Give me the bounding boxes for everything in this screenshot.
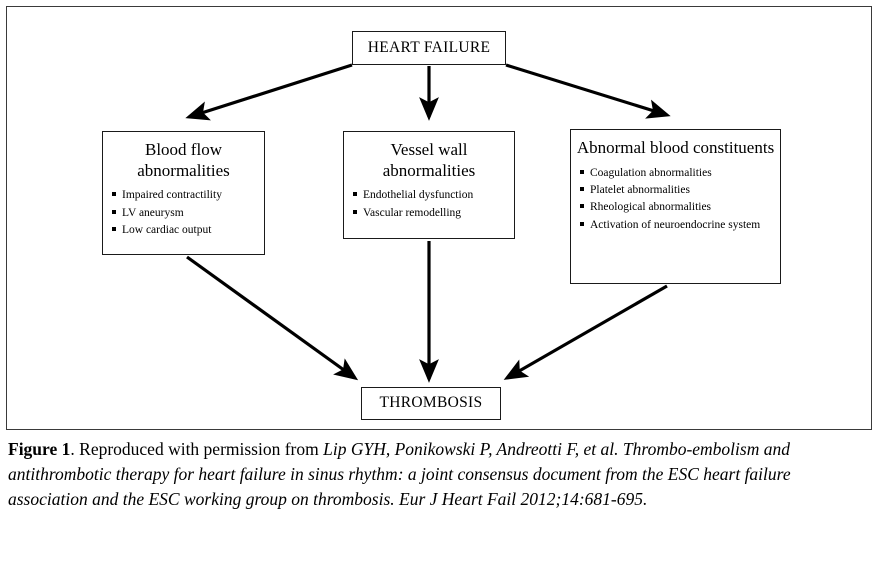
- node-abnormal-blood-bullets: [571, 165, 780, 233]
- list-item: Vascular remodelling: [352, 205, 508, 221]
- edge-blood-flow-to-thrombosis: [187, 257, 355, 378]
- caption-authors: Lip GYH, Ponikowski P, Andreotti F, et al.: [323, 439, 619, 459]
- list-item: Endothelial dysfunction: [352, 187, 508, 203]
- node-heart-failure-title: HEART FAILURE: [367, 38, 491, 56]
- list-item: Coagulation abnormalities: [579, 165, 774, 181]
- node-blood-flow-title: Blood flow abnormalities: [137, 140, 230, 180]
- caption-intro-text: . Reproduced with permission from: [70, 439, 324, 459]
- list-item: Platelet abnormalities: [579, 182, 774, 198]
- edge-abnormal-blood-to-thrombosis: [507, 286, 667, 378]
- node-thrombosis-title: THROMBOSIS: [379, 394, 483, 412]
- list-item: Impaired contractility: [111, 187, 258, 203]
- list-item: Activation of neuroendocrine system: [579, 217, 774, 233]
- list-item: Rheological abnormalities: [579, 199, 774, 215]
- node-blood-flow-bullets: [103, 187, 264, 238]
- caption-source: Eur J Heart Fail 2012;14:681-695.: [399, 488, 648, 509]
- node-heart-failure: [352, 31, 506, 65]
- node-thrombosis: [361, 387, 501, 420]
- node-vessel-wall-title: Vessel wall abnormalities: [382, 140, 476, 180]
- caption-figure-label: Figure 1: [8, 439, 71, 459]
- node-vessel-wall-bullets: [344, 187, 514, 221]
- list-item: LV aneurysm: [111, 205, 258, 221]
- node-abnormal-blood-title: Abnormal blood constituents: [576, 138, 775, 157]
- node-vessel-wall-abnormalities: [343, 131, 515, 239]
- figure-frame: [6, 6, 872, 430]
- caption-article-title: Thrombo-embolism and antithrombotic therapy for heart failure in sinus rhythm: a joint consensus document from the ESC heart failure association and the ESC working group on thrombosis.: [8, 439, 791, 509]
- edge-heart-failure-to-abnormal-blood: [506, 65, 667, 115]
- node-abnormal-blood-constituents: [570, 129, 781, 284]
- list-item: Low cardiac output: [111, 222, 258, 238]
- node-blood-flow-abnormalities: [102, 131, 265, 255]
- edge-heart-failure-to-blood-flow: [189, 65, 352, 117]
- figure-caption: [8, 437, 870, 512]
